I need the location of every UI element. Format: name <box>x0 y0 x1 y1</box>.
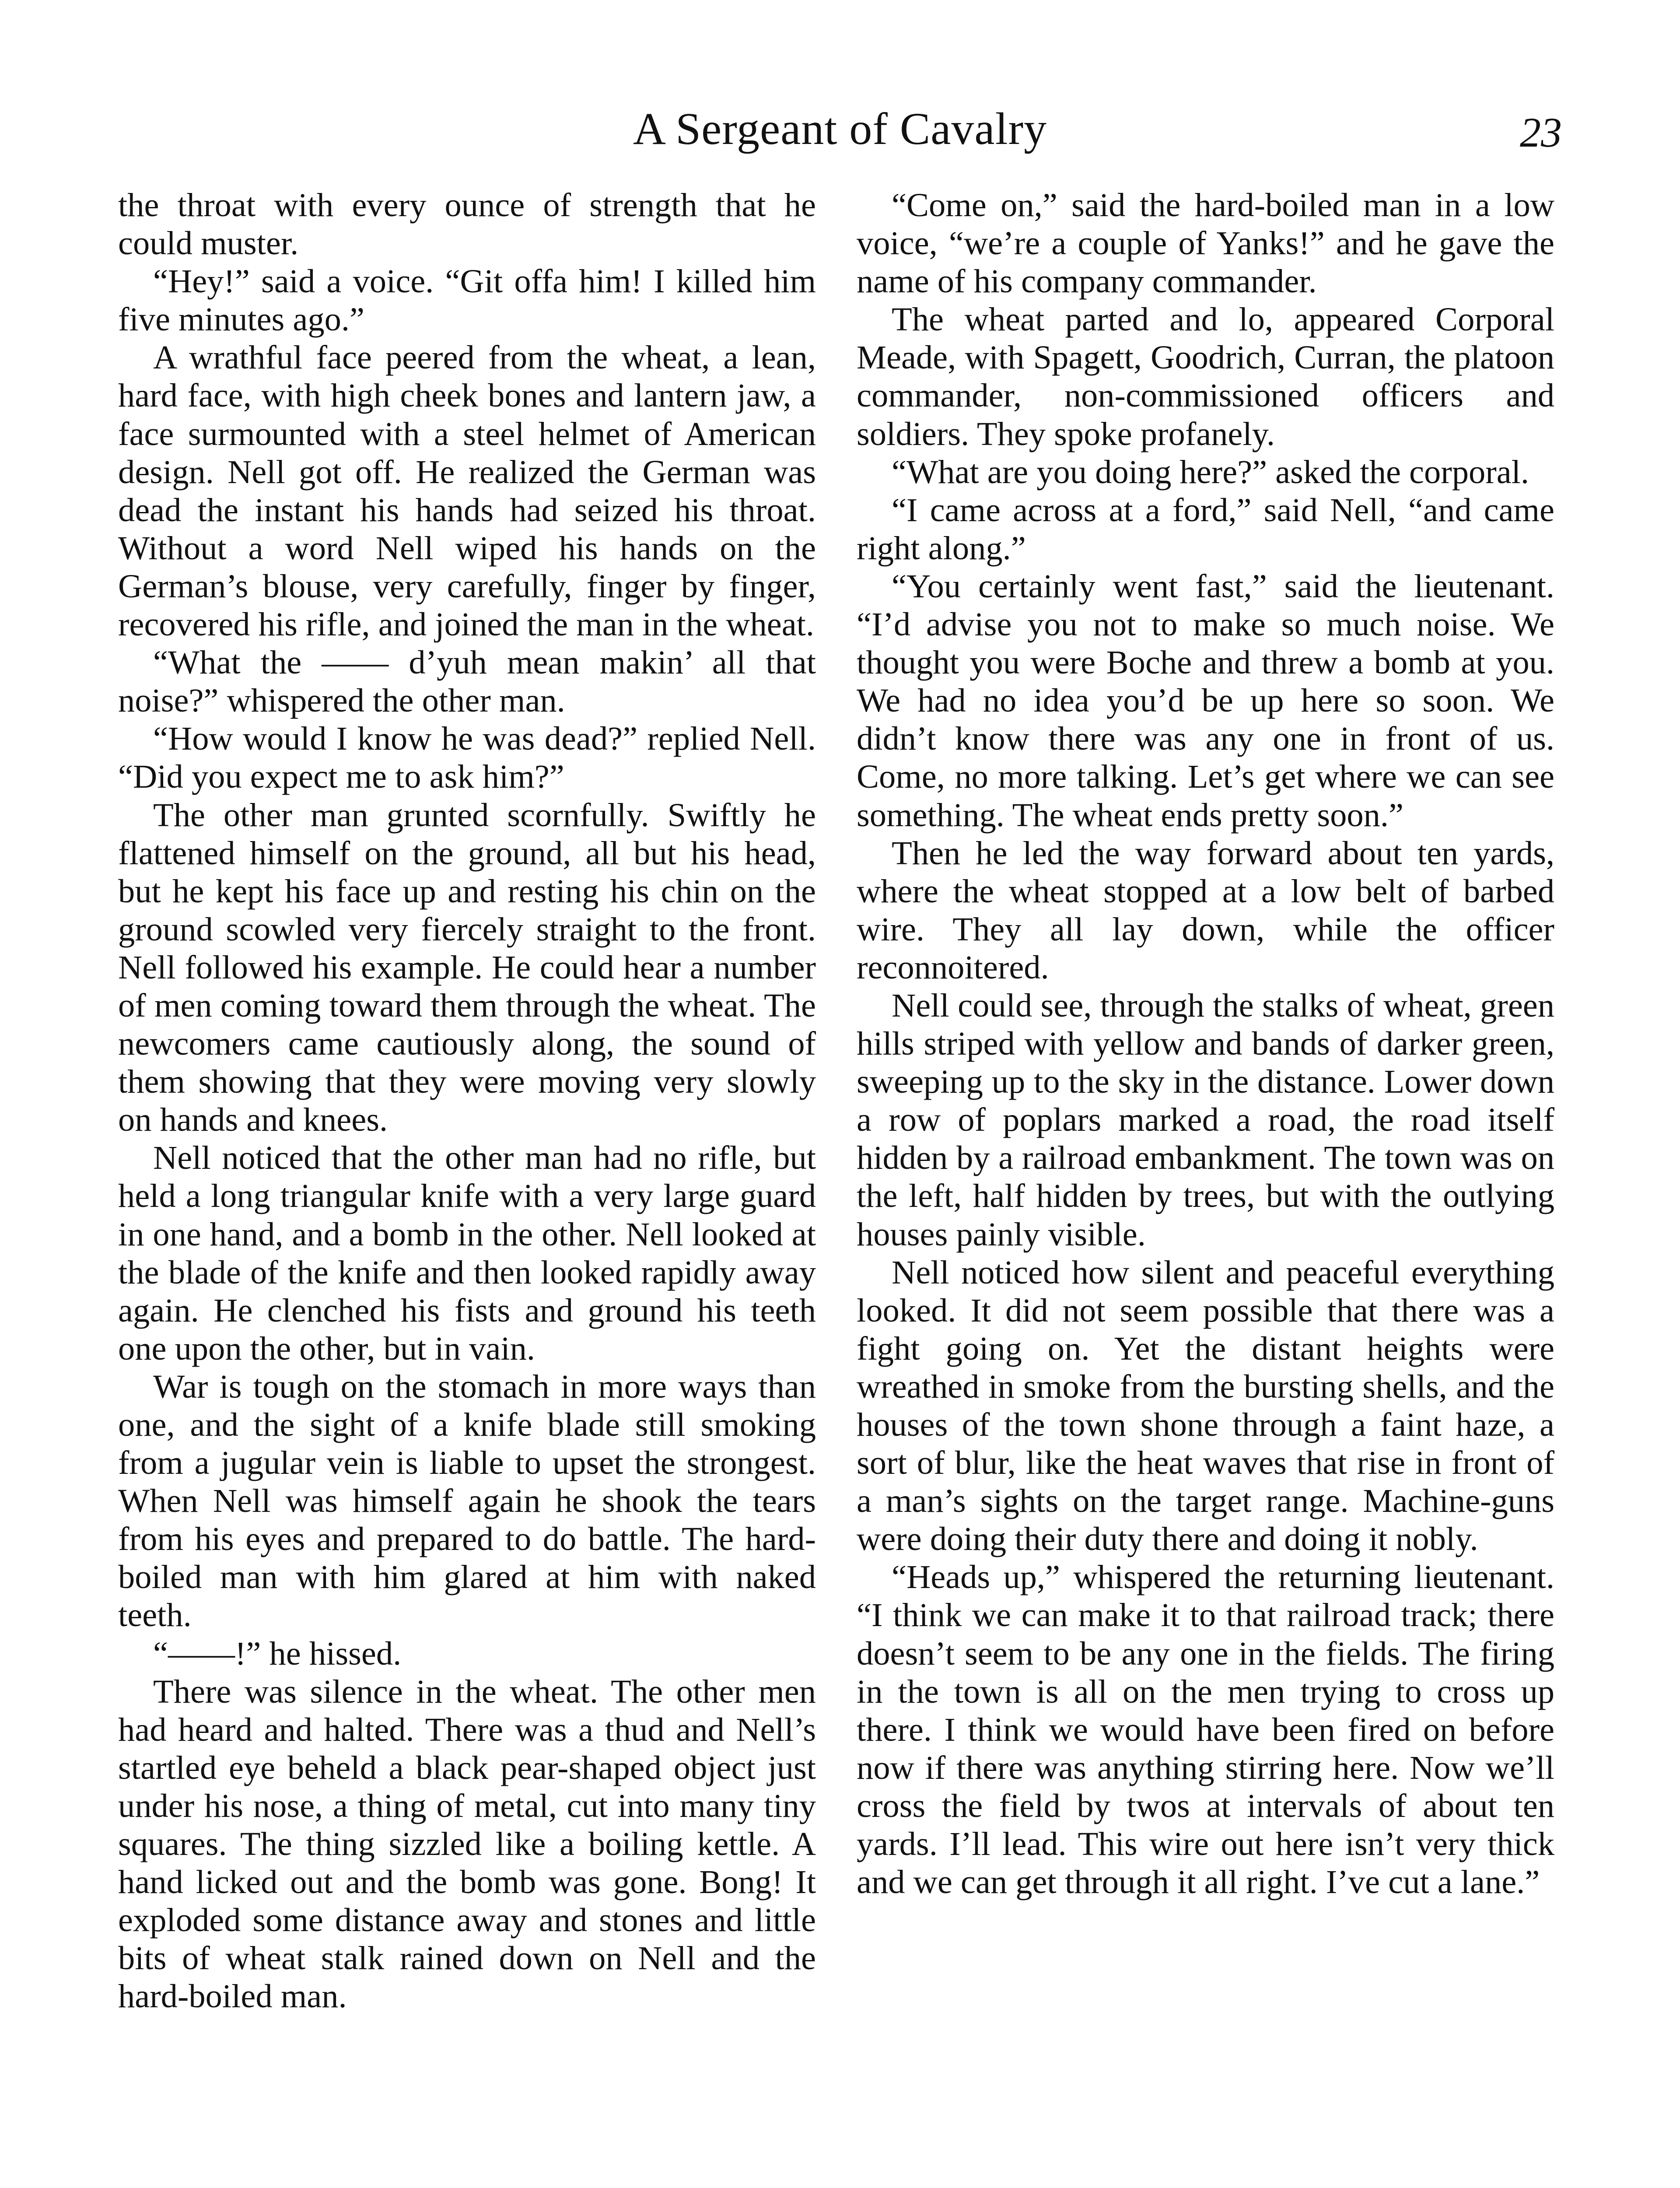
paragraph: “——!” he hissed. <box>153 1634 402 1672</box>
running-title: A Sergeant of Cavalry <box>633 104 1047 154</box>
paragraph: the throat with every ounce of strength that he could muster. <box>118 186 816 262</box>
paragraph: “I came across at a ford,” said Nell, “and came right along.” <box>857 491 1554 567</box>
paragraph: “You certainly went fast,” said the lieutenant. “I’d advise you not to make so much noise. We thought you were Boche and threw a bomb at you. We had no idea you’d be up here so soon. We didn’t know there was any one in front of us. Come, no more talking. Let’s get where we can see something. The wheat ends pretty soon.” <box>857 567 1554 834</box>
paragraph: “Come on,” said the hard-boiled man in a low voice, “we’re a couple of Yanks!” and he gave the name of his company commander. <box>857 186 1554 300</box>
page-header <box>118 96 1562 162</box>
paragraph: A wrathful face peered from the wheat, a lean, hard face, with high cheek bones and lantern jaw, a face surmounted with a steel helmet of American design. Nell got off. He realized the German was dead the instant his hands had seized his throat. Without a word Nell wiped his hands on the German’s blouse, very carefully, finger by finger, recovered his rifle, and joined the man in the wheat. <box>118 339 816 643</box>
paragraph: War is tough on the stomach in more ways than one, and the sight of a knife blade still smoking from a jugular vein is liable to upset the strongest. When Nell was himself again he shook the tears from his eyes and prepared to do battle. The hard-boiled man with him glared at him with naked teeth. <box>118 1368 816 1634</box>
paragraph: Nell could see, through the stalks of wheat, green hills striped with yellow and bands of darker green, sweeping up to the sky in the distance. Lower down a row of poplars marked a road, the road itself hidden by a railroad embankment. The town was on the left, half hidden by trees, but with the outlying houses painly visible. <box>857 986 1554 1253</box>
paragraph: “What the —— d’yuh mean makin’ all that noise?” whispered the other man. <box>118 644 816 719</box>
paragraph: “What are you doing here?” asked the corporal. <box>892 453 1530 491</box>
paragraph: The other man grunted scornfully. Swiftly he flattened himself on the ground, all but his head, but he kept his face up and resting his chin on the ground scowled very fiercely straight to the front. Nell followed his example. He could hear a number of men coming toward them through the wheat. The newcomers came cautiously along, the sound of them showing that they were moving very slowly on hands and knees. <box>118 796 816 1139</box>
paragraph: Then he led the way forward about ten yards, where the wheat stopped at a low belt of barbed wire. They all lay down, while the officer reconnoitered. <box>857 834 1554 986</box>
paragraph: “Heads up,” whispered the returning lieutenant. “I think we can make it to that railroad track; there doesn’t seem to be any one in the fields. The firing in the town is all on the men trying to cross up there. I think we would have been fired on before now if there was anything stirring here. Now we’ll cross the field by twos at intervals of about ten yards. I’ll lead. This wire out here isn’t very thick and we can get through it all right. I’ve cut a lane.” <box>857 1558 1554 1901</box>
page-number: 23 <box>1520 109 1562 156</box>
left-column <box>118 186 816 2016</box>
paragraph: “Hey!” said a voice. “Git offa him! I killed him five minutes ago.” <box>118 263 816 338</box>
paragraph: The wheat parted and lo, appeared Corporal Meade, with Spagett, Goodrich, Curran, the platoon commander, non-commissioned officers and soldiers. They spoke profanely. <box>857 301 1554 452</box>
paragraph: “How would I know he was dead?” replied Nell. “Did you expect me to ask him?” <box>118 720 816 796</box>
paragraph: There was silence in the wheat. The other men had heard and halted. There was a thud and Nell’s startled eye beheld a black pear-shaped object just under his nose, a thing of metal, cut into many tiny squares. The thing sizzled like a boiling kettle. A hand licked out and the bomb was gone. Bong! It exploded some distance away and stones and little bits of wheat stalk rained down on Nell and the hard-boiled man. <box>118 1673 816 2015</box>
paragraph: Nell noticed that the other man had no rifle, but held a long triangular knife with a very large guard in one hand, and a bomb in the other. Nell looked at the blade of the knife and then looked rapidly away again. He clenched his fists and ground his teeth one upon the other, but in vain. <box>118 1139 816 1367</box>
right-column <box>857 186 1554 1901</box>
paragraph: Nell noticed how silent and peaceful everything looked. It did not seem possible that there was a fight going on. Yet the distant heights were wreathed in smoke from the bursting shells, and the houses of the town shone through a faint haze, a sort of blur, like the heat waves that rise in front of a man’s sights on the target range. Machine-guns were doing their duty there and doing it nobly. <box>857 1253 1554 1558</box>
